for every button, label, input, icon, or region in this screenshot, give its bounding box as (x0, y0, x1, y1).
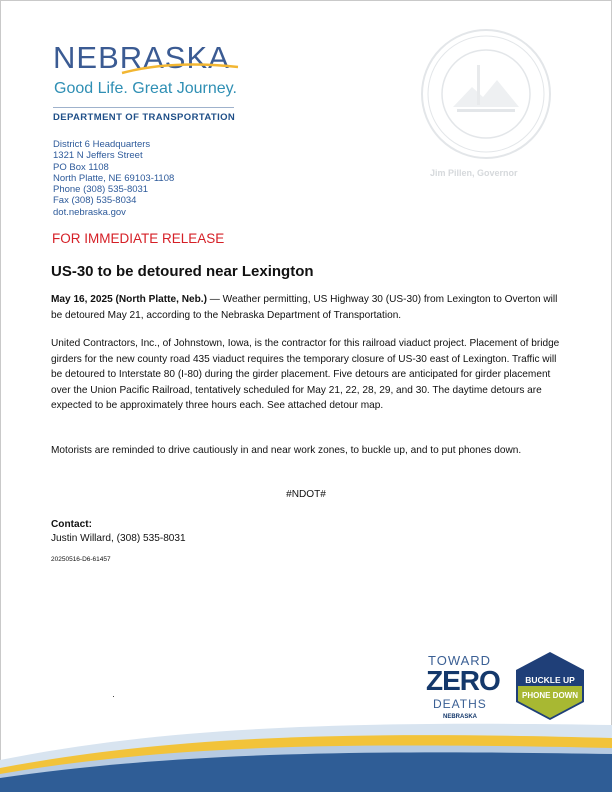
tzd-deaths: DEATHS (433, 697, 487, 711)
address-line: District 6 Headquarters (53, 139, 151, 150)
address-line: 1321 N Jeffers Street (53, 150, 143, 162)
dateline: May 16, 2025 (North Platte, Neb.) (51, 294, 207, 305)
paragraph-1 (51, 292, 566, 323)
contact-label: Contact: (51, 519, 92, 530)
fax-line: Fax (308) 535-8034 (53, 195, 137, 207)
governor-name: Jim Pillen, Governor (430, 168, 518, 178)
tzd-state: NEBRASKA (443, 714, 478, 720)
release-label: FOR IMMEDIATE RELEASE (52, 231, 225, 246)
contact-name: Justin Willard, (308) 535-8031 (51, 533, 186, 544)
document-id: 20250516-D6-61457 (51, 556, 111, 563)
badge-buckle-up: BUCKLE UP (525, 675, 575, 685)
nebraska-wordmark: NEBRASKA (53, 40, 230, 75)
paragraph-1-text: — Weather permitting, US Highway 30 (US-30) from Lexington to Overton will be detoured May 21, according to the Nebraska Department of Transportation. (51, 294, 558, 321)
paragraph-2: United Contractors, Inc., of Johnstown, Iowa, is the contractor for this railroad viaduct project. Placement of bridge girders for the new county road 435 viaduct requires the temporary closure of US-30 east of Lexington. Traffic will be detoured to Interstate 80 (I-80) during the girder placement. Five detours are anticipated for girder placement over the Union Pacific Railroad, tentatively scheduled for May 21, 22, 28, 29, and 30. The daytime detours are expected to be approximately three hours each. See attached detour map. (51, 338, 560, 412)
phone-line: Phone (308) 535-8031 (53, 184, 149, 196)
address-block (53, 139, 174, 218)
address-line: PO Box 1108 (53, 161, 109, 173)
tagline: Good Life. Great Journey. (54, 80, 237, 97)
end-mark: #NDOT# (286, 489, 326, 500)
address-line: North Platte, NE 69103-1108 (53, 172, 175, 184)
department-name: DEPARTMENT OF TRANSPORTATION (53, 112, 236, 123)
paragraph-3: Motorists are reminded to drive cautiously in and near work zones, to buckle up, and to put phones down. (51, 445, 522, 456)
website-link[interactable]: dot.nebraska.gov (53, 206, 126, 218)
toward-zero-deaths-logo (418, 650, 510, 730)
tzd-zero: ZERO (426, 665, 500, 696)
buckle-up-badge-icon (514, 650, 586, 722)
tzd-toward: TOWARD (428, 653, 492, 668)
headline: US-30 to be detoured near Lexington (51, 263, 314, 280)
logo-swoosh-icon (120, 61, 240, 77)
badge-phone-down: PHONE DOWN (522, 691, 578, 700)
logo-divider (53, 107, 234, 108)
state-seal-icon (417, 25, 555, 163)
